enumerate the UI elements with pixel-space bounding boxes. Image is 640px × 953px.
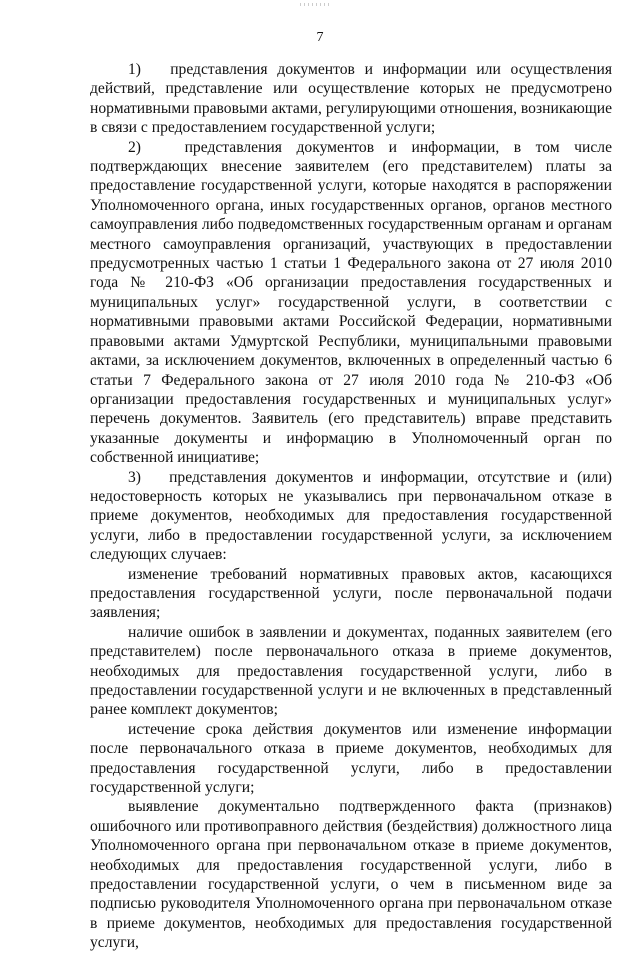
scan-artifact <box>300 3 330 6</box>
paragraph-case-errors: наличие ошибок в заявлении и документах, поданных заявителем (его представителем) после первоначального отказа в приеме документов, необходимых для предоставления государственной услуги, либо в предоставлении государственной услуги и не включенных в представленный ранее комплект документов; <box>90 623 612 719</box>
body-text <box>90 60 612 953</box>
paragraph-case-regulation-change: изменение требований нормативных правовых актов, касающихся предоставления государственной услуги, после первоначальной подачи заявления; <box>90 565 612 622</box>
paragraph-item-3: 3) представления документов и информации, отсутствие и (или) недостоверность которых не указывались при первоначальном отказе в приеме документов, необходимых для предоставления государственной услуги, либо в предоставлении государственной услуги, за исключением следующих случаев: <box>90 468 612 564</box>
paragraph-case-misconduct: выявление документально подтвержденного факта (признаков) ошибочного или противоправного действия (бездействия) должностного лица Уполномоченного органа при первоначальном отказе в приеме документов, необходимых для предоставления государственной услуги, либо в предоставлении государственной услуги, о чем в письменном виде за подписью руководителя Уполномоченного органа при первоначальном отказе в приеме документов, необходимых для предоставления государственной услуги, <box>90 798 612 952</box>
paragraph-item-1: 1) представления документов и информации или осуществления действий, представление или осуществление которых не предусмотрено нормативными правовыми актами, регулирующими отношения, возникающие в связи с предоставлением государственной услуги; <box>90 61 612 137</box>
paragraph-item-2: 2) представления документов и информации, в том числе подтверждающих внесение заявителем (его представителем) платы за предоставление государственной услуги, которые находятся в распоряжении Уполномоченного органа, иных государственных органов, органов местного самоуправления либо подведомственных государственным органам и органам местного самоуправления организаций, участвующих в предоставлении предусмотренных частью 1 статьи 1 Федерального закона от 27 июля 2010 года № 210-ФЗ «Об организации предоставления государственных и муниципальных услуг» государственной услуги, в соответствии с нормативными правовыми актами Российской Федерации, нормативными правовыми актами Удмуртской Республики, муниципальными правовыми актами, за исключением документов, включенных в определенный частью 6 статьи 7 Федерального закона от 27 июля 2010 года № 210-ФЗ «Об организации предоставления государственных и муниципальных услуг» перечень документов. Заявитель (его представитель) вправе представить указанные документы и информацию в Уполномоченный орган по собственной инициативе; <box>90 138 612 467</box>
paragraph-case-expiry: истечение срока действия документов или изменение информации после первоначального отказа в приеме документов, необходимых для предоставления государственной услуги, либо в предоставлении государственной услуги; <box>90 720 612 797</box>
page-number: 7 <box>316 30 324 45</box>
